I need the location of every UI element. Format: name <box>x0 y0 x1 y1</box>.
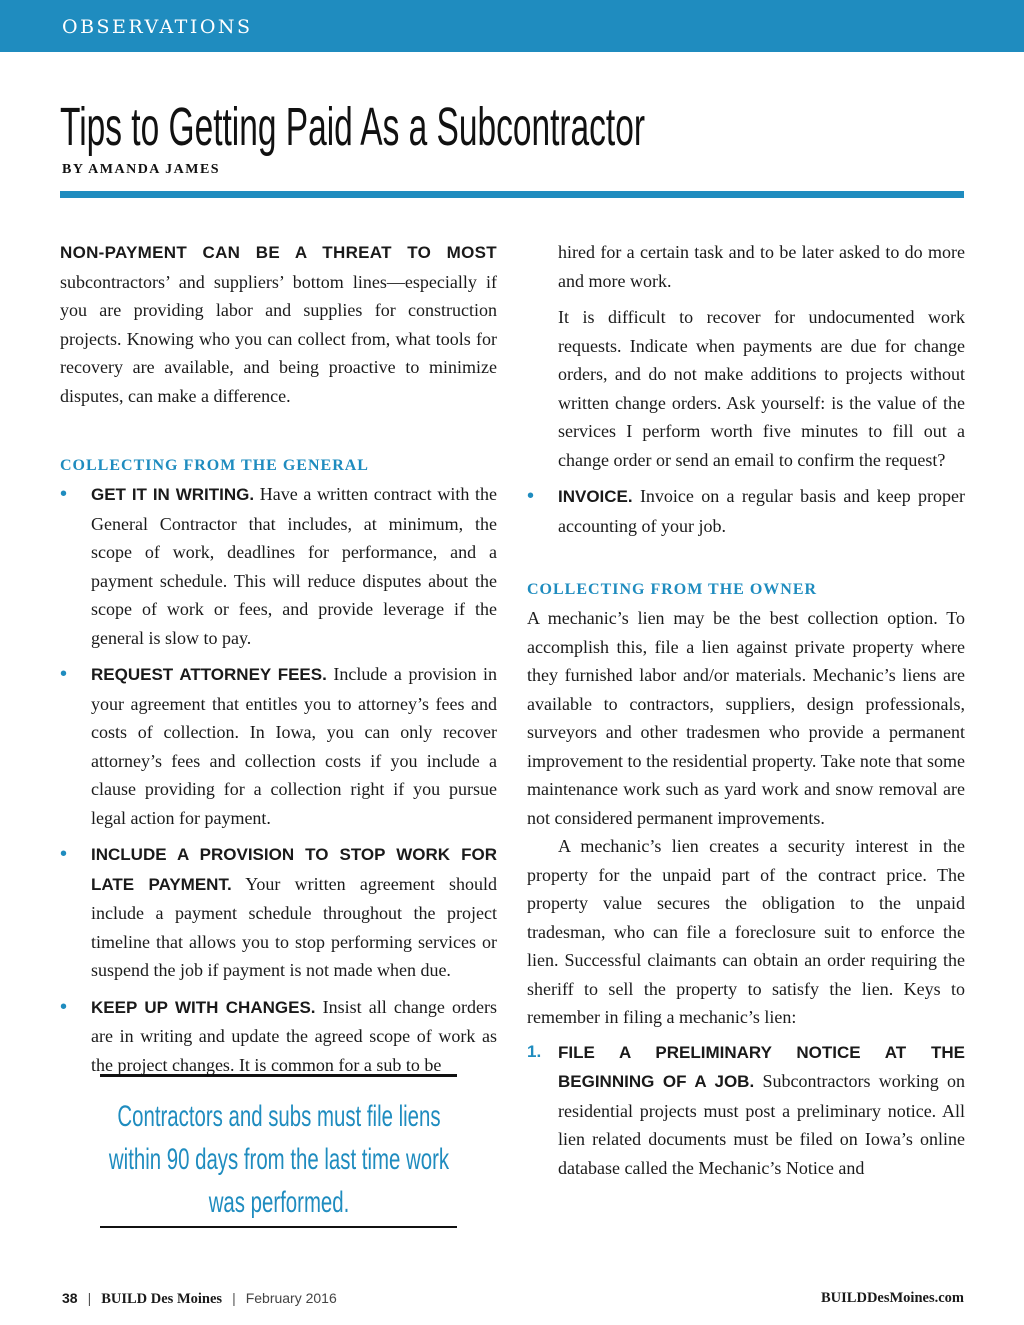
bullet-item <box>60 840 497 985</box>
change-orders-paragraph: It is difficult to recover for undocumented work requests. Indicate when payments are due for change orders, and do not make additions to projects without written change orders. Ask yourself: is the value of the services I perform worth five minutes to fill out a change order or send an email to confirm the request? <box>558 307 965 470</box>
intro-paragraph <box>60 238 497 410</box>
numbered-title: FILE A PRELIMINARY NOTICE AT THE BEGINNING OF A JOB. <box>558 1042 965 1091</box>
footer-separator: | <box>87 1290 92 1306</box>
item-number: 1. <box>527 1041 542 1061</box>
continued-paragraph: hired for a certain task and to be later asked to do more and more work. <box>558 242 965 291</box>
bullet-text: Invoice on a regular basis and keep proper accounting of your job. <box>558 486 965 536</box>
bullet-text: Insist all change orders are in writing and update the agreed scope of work as the project changes. It is common for a sub to be <box>91 996 497 1075</box>
bullet-icon: • <box>60 483 68 505</box>
bullet-icon: • <box>60 663 68 685</box>
bullet-item <box>527 482 965 540</box>
owner-paragraph-2: A mechanic’s lien creates a security interest in the property for the unpaid part of the contract price. The property value secures the obligation to the unpaid tradesman, who can file a foreclosure suit to enforce the lien. Successful claimants can obtain an order requiring the sheriff to sell the property to satisfy the lien. Keys to remember in filing a mechanic’s lien: <box>527 836 965 1027</box>
website-link[interactable]: BUILDDesMoines.com <box>821 1290 964 1306</box>
bullet-title: REQUEST ATTORNEY FEES. <box>91 665 327 684</box>
bullet-text: Your written agreement should include a payment schedule throughout the project timeline that allows you to stop performing services or suspend the job if payment is not made when due. <box>91 873 497 980</box>
bullet-icon: • <box>60 995 68 1018</box>
bullet-text: Include a provision in your agreement that entitles you to attorney’s fees and costs of collection. In Iowa, you can only recover attorney’s fees and collection costs if you include a clause providing for a collection right if you pursue legal action for payment. <box>91 664 497 828</box>
footer-separator: | <box>232 1290 236 1306</box>
bullet-title: INVOICE. <box>558 487 633 506</box>
bullet-item <box>60 480 497 652</box>
footer-left <box>62 1290 337 1308</box>
heading-collecting-general: COLLECTING FROM THE GENERAL <box>60 457 369 474</box>
bullet-text: Have a written contract with the General Contractor that includes, at minimum, the scope of work, deadlines for performance, and a payment schedule. This will reduce disputes about the scope of work or fees, and provide leverage if the general is slow to pay. <box>91 484 497 648</box>
article-title: Tips to Getting Paid As a Subcontractor <box>60 97 645 157</box>
magazine-name: BUILD Des Moines <box>101 1291 223 1307</box>
pull-quote <box>100 1074 457 1228</box>
numbered-text: Subcontractors working on residential projects must post a preliminary notice. All lien related documents must be filed on Iowa’s online database called the Mechanic’s Notice and <box>558 1071 966 1178</box>
section-header-bar <box>0 0 1024 52</box>
section-label: OBSERVATIONS <box>62 16 253 38</box>
numbered-item <box>527 1038 965 1183</box>
bullet-title: INCLUDE A PROVISION TO STOP WORK FOR LATE PAYMENT. <box>91 845 497 894</box>
pull-quote-text: Contractors and subs must file liens within 90 days from the last time work was performed. <box>108 1100 449 1219</box>
left-column <box>60 238 497 1079</box>
bullet-icon: • <box>527 485 535 507</box>
issue-date: February 2016 <box>245 1290 337 1306</box>
title-divider <box>60 191 964 198</box>
bullet-title: KEEP UP WITH CHANGES. <box>91 997 316 1017</box>
bullet-title: GET IT IN WRITING. <box>91 485 255 504</box>
lead-caps: NON-PAYMENT CAN BE A THREAT TO MOST <box>60 243 497 262</box>
heading-collecting-owner: COLLECTING FROM THE OWNER <box>527 581 818 598</box>
bullet-icon: • <box>60 843 68 865</box>
page-number: 38 <box>62 1290 78 1306</box>
bullet-item <box>60 993 497 1080</box>
owner-paragraph-1: A mechanic’s lien may be the best collection option. To accomplish this, file a lien against private property where they furnished labor and/or materials. Mechanic’s liens are available to contractors, suppliers, design professionals, surveyors and other tradesmen who provide a permanent improvement to the residential property. Take note that some maintenance work such as yard work and snow removal are not considered permanent improvements. <box>527 608 965 828</box>
bullet-item <box>60 660 497 832</box>
right-column <box>527 238 965 1182</box>
byline: BY AMANDA JAMES <box>62 162 221 177</box>
intro-text: subcontractors’ and suppliers’ bottom lines—especially if you are providing labor and supplies for construction projects. Knowing who you can collect from, what tools for recovery are available, and being proactive to minimize disputes, can make a difference. <box>60 271 497 406</box>
